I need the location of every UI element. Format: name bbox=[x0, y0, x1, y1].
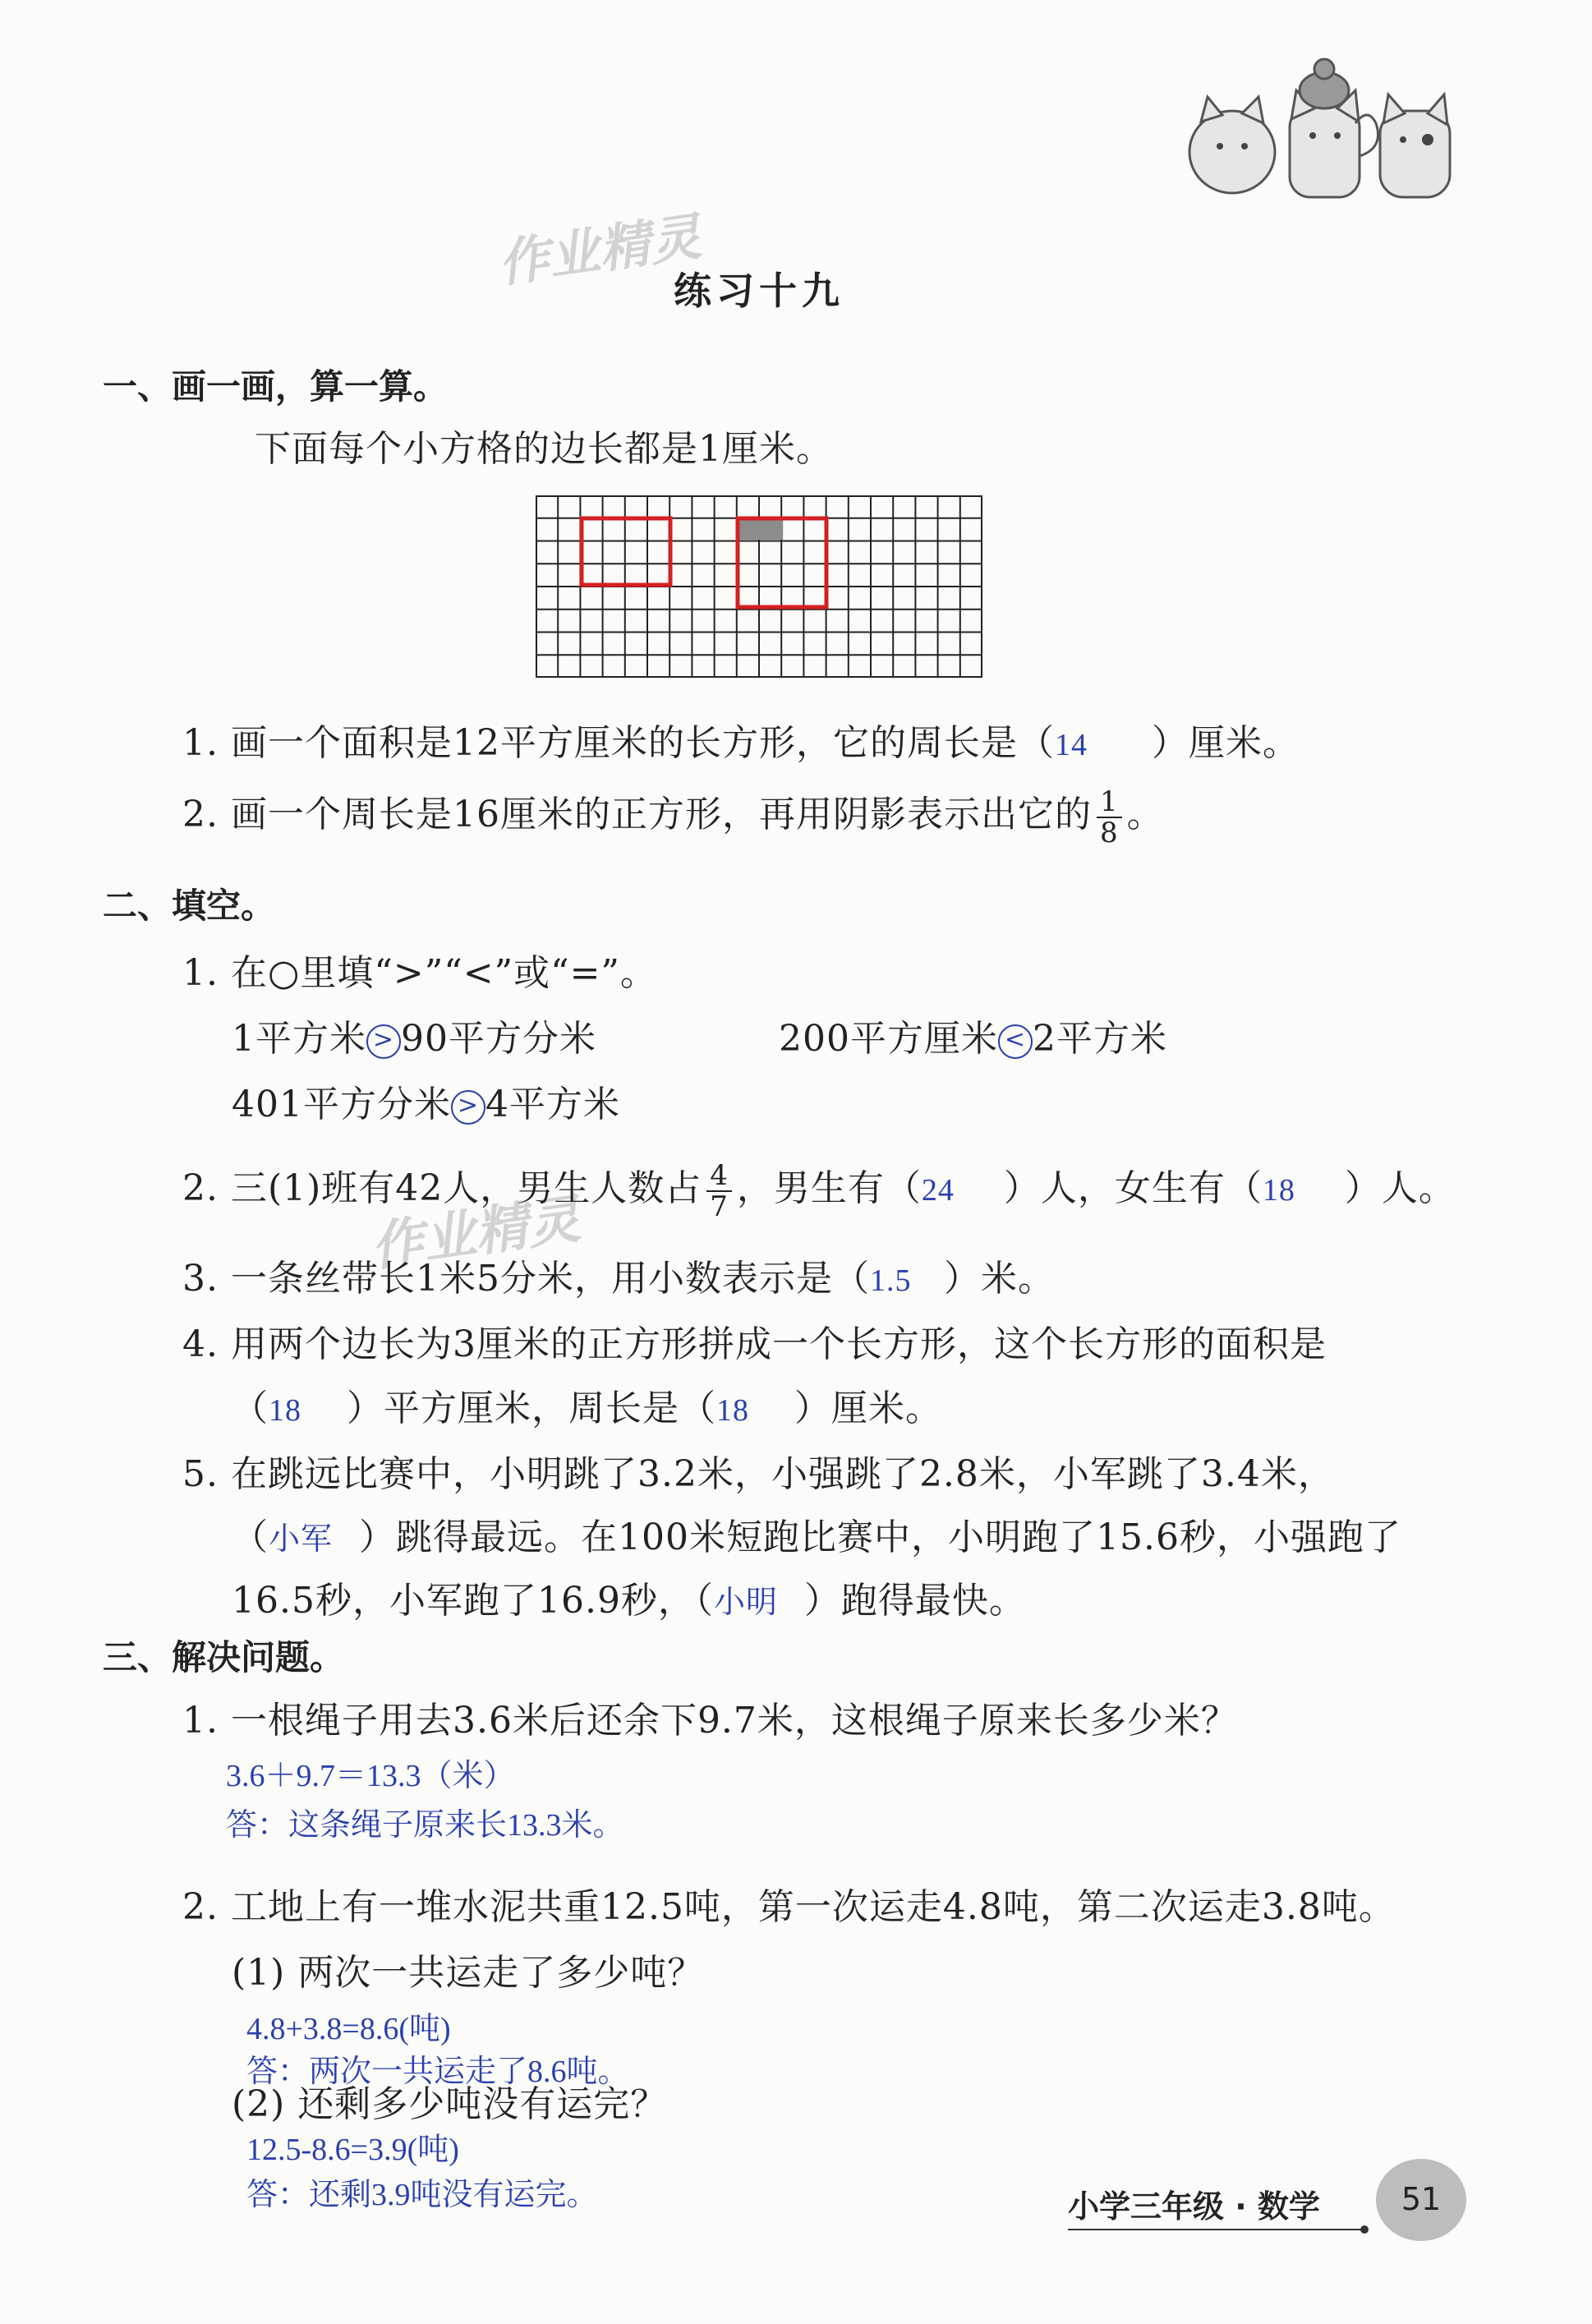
answer-girls: 18 bbox=[1262, 1173, 1295, 1208]
cats-illustration bbox=[1183, 58, 1470, 201]
question-1-1-suffix: ）厘米。 bbox=[1151, 722, 1300, 764]
comparison-3: 401平方分米 > 4平方米 bbox=[232, 1084, 620, 1125]
question-2-2: 2. 三(1)班有42人，男生人数占 $\frac{4}{7}$ ，男生有（24 ）人，女生有（18 ）人。 bbox=[182, 1158, 1456, 1223]
question-intro: 下面每个小方格的边长都是1厘米。 bbox=[255, 428, 833, 470]
page-number: 51 bbox=[1401, 2181, 1442, 2217]
answer-area: 18 bbox=[269, 1393, 301, 1428]
fraction-four-sevenths: $\frac{4}{7}$ bbox=[706, 1161, 732, 1222]
shaded-square bbox=[738, 518, 783, 540]
answer-3-2-sub2-calc: 12.5-8.6=3.9(吨) bbox=[246, 2133, 459, 2167]
answer-3-2-sub1-calc: 4.8+3.8=8.6(吨) bbox=[246, 2012, 451, 2046]
question-2-5-line2: （小军 ）跳得最远。在100米短跑比赛中，小明跑了15.6秒，小强跑了 bbox=[232, 1507, 1401, 1560]
answer-3-2-sub2-text: 答：还剩3.9吨没有运完。 bbox=[246, 2178, 598, 2212]
watermark: 作业精灵 bbox=[494, 206, 705, 294]
comparison-2: 200平方厘米 < 2平方米 bbox=[779, 1018, 1167, 1060]
question-3-1: 1. 一根绳子用去3.6米后还余下9.7米，这根绳子原来长多少米？ bbox=[182, 1700, 1238, 1742]
answer-2-3: 1.5 bbox=[869, 1263, 912, 1298]
section-heading-1: 一、画一画，算一算。 bbox=[103, 366, 449, 407]
comparison-1: 1平方米 > 90平方分米 bbox=[232, 1018, 596, 1060]
section-heading-2: 二、填空。 bbox=[103, 886, 276, 926]
fraction-one-eighth: $\frac{1}{8}$ bbox=[1097, 787, 1122, 848]
red-rectangle bbox=[582, 518, 670, 585]
answer-1-1: 14 bbox=[1054, 728, 1088, 762]
compare-circle: < bbox=[998, 1024, 1033, 1059]
section-heading-3: 三、解决问题。 bbox=[103, 1637, 345, 1677]
answer-long-jump: 小军 bbox=[269, 1522, 334, 1557]
footer-book-label: 小学三年级 · 数学 bbox=[1068, 2188, 1320, 2225]
answer-3-1-calc: 3.6＋9.7＝13.3（米） bbox=[226, 1759, 515, 1793]
question-2-5-line3: 16.5秒，小军跑了16.9秒，（小明 ）跑得最快。 bbox=[232, 1571, 1026, 1623]
page-title: 练习十九 bbox=[674, 269, 844, 313]
answer-3-2-sub1-text: 答：两次一共运走了8.6吨。 bbox=[246, 2055, 629, 2089]
question-1-1-prefix: 1. 画一个面积是12平方厘米的长方形，它的周长是（ bbox=[182, 722, 1055, 764]
answer-sprint: 小明 bbox=[713, 1585, 778, 1620]
square-grid bbox=[536, 495, 982, 678]
question-2-4-line1: 4. 用两个边长为3厘米的正方形拼成一个长方形，这个长方形的面积是 bbox=[182, 1323, 1327, 1365]
question-1-2-text: 2. 画一个周长是16厘米的正方形，再用阴影表示出它的 bbox=[182, 794, 1092, 835]
question-2-5-line1: 5. 在跳远比赛中，小明跳了3.2米，小强跳了2.8米，小军跳了3.4米， bbox=[182, 1453, 1335, 1495]
watermark: 作业精灵 bbox=[366, 1189, 584, 1279]
answer-perimeter: 18 bbox=[716, 1393, 749, 1428]
footer-rule bbox=[1068, 2229, 1364, 2230]
question-3-2-sub1: (1) 两次一共运走了多少吨？ bbox=[232, 1952, 705, 1994]
question-1-2: 2. 画一个周长是16厘米的正方形，再用阴影表示出它的 $\frac{1}{8}$ 。 bbox=[182, 785, 1164, 849]
question-1-1 bbox=[182, 713, 1300, 766]
question-2-4-line2: （18 ）平方厘米，周长是（18 ）厘米。 bbox=[232, 1387, 942, 1429]
question-3-2: 2. 工地上有一堆水泥共重12.5吨，第一次运走4.8吨，第二次运走3.8吨。 bbox=[182, 1886, 1396, 1928]
answer-boys: 24 bbox=[921, 1173, 955, 1208]
question-3-2-sub2: (2) 还剩多少吨没有运完？ bbox=[232, 2083, 668, 2125]
question-2-3: 3. 一条丝带长1米5分米，用小数表示是（1.5 ）米。 bbox=[182, 1258, 1055, 1300]
answer-3-1-text: 答：这条绳子原来长13.3米。 bbox=[226, 1808, 624, 1843]
footer-rule-dot bbox=[1360, 2225, 1369, 2234]
compare-circle: > bbox=[366, 1024, 401, 1059]
question-2-1: 1. 在○里填“>”“<”或“=”。 bbox=[182, 952, 657, 994]
compare-circle: > bbox=[451, 1090, 485, 1125]
